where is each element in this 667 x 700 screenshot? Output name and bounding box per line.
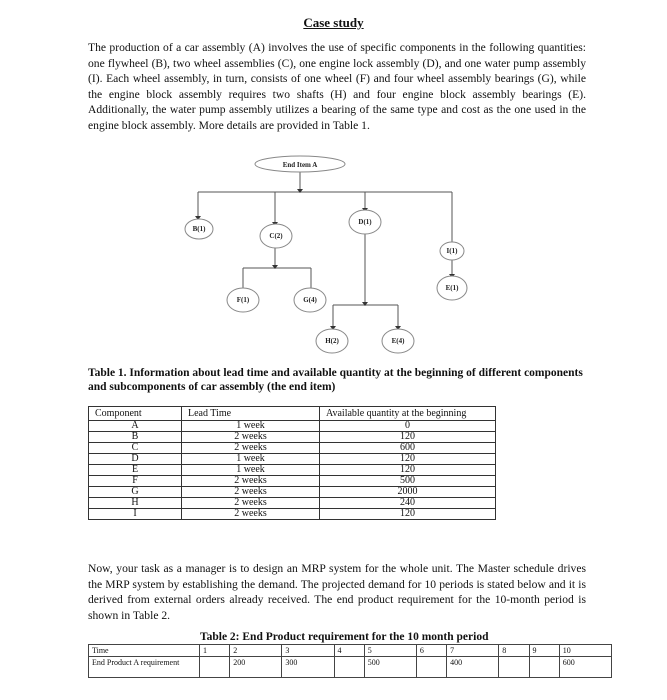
component-cell: E bbox=[89, 465, 182, 476]
label-e4: E(4) bbox=[391, 337, 405, 345]
label-c: C(2) bbox=[269, 232, 283, 240]
lead-time-cell: 1 week bbox=[182, 421, 320, 432]
lead-time-cell: 2 weeks bbox=[182, 443, 320, 454]
period-header: 4 bbox=[334, 645, 364, 657]
period-header: 9 bbox=[529, 645, 559, 657]
requirement-cell bbox=[334, 657, 364, 678]
table2 bbox=[88, 644, 612, 678]
lead-time-cell: 2 weeks bbox=[182, 476, 320, 487]
table2-caption: Table 2: End Product requirement for the 10 month period bbox=[200, 631, 489, 643]
requirement-cell: 500 bbox=[364, 657, 416, 678]
time-label: Time bbox=[89, 645, 200, 657]
table1-header: Component bbox=[89, 407, 182, 421]
component-cell: I bbox=[89, 509, 182, 520]
lead-time-cell: 2 weeks bbox=[182, 487, 320, 498]
table-row bbox=[89, 421, 496, 432]
table1-header: Lead Time bbox=[182, 407, 320, 421]
quantity-cell: 120 bbox=[320, 465, 496, 476]
component-cell: C bbox=[89, 443, 182, 454]
table-row bbox=[89, 509, 496, 520]
table-row bbox=[89, 498, 496, 509]
component-cell: B bbox=[89, 432, 182, 443]
period-header: 7 bbox=[447, 645, 499, 657]
component-cell: G bbox=[89, 487, 182, 498]
period-header: 8 bbox=[499, 645, 529, 657]
table-row bbox=[89, 487, 496, 498]
period-header: 2 bbox=[230, 645, 282, 657]
lead-time-cell: 2 weeks bbox=[182, 498, 320, 509]
lead-time-cell: 2 weeks bbox=[182, 432, 320, 443]
component-cell: F bbox=[89, 476, 182, 487]
label-i: I(1) bbox=[446, 247, 458, 255]
quantity-cell: 120 bbox=[320, 509, 496, 520]
period-header: 6 bbox=[416, 645, 446, 657]
requirement-cell: 300 bbox=[282, 657, 334, 678]
component-cell: H bbox=[89, 498, 182, 509]
requirement-cell: 200 bbox=[230, 657, 282, 678]
table1-caption: Table 1. Information about lead time and available quantity at the beginning of different components and subcomponents of car assembly (the end item) bbox=[88, 367, 583, 393]
label-h: H(2) bbox=[325, 337, 339, 345]
label-e1: E(1) bbox=[445, 284, 459, 292]
lead-time-cell: 1 week bbox=[182, 465, 320, 476]
label-end-item-a: End Item A bbox=[282, 161, 318, 169]
quantity-cell: 120 bbox=[320, 454, 496, 465]
table-row bbox=[89, 454, 496, 465]
table-row bbox=[89, 432, 496, 443]
requirement-cell bbox=[499, 657, 529, 678]
task-paragraph: Now, your task as a manager is to design an MRP system for the whole unit. The Master schedule drives the MRP system by establishing the demand. The projected demand for 10 periods is stated below and it is derived from external orders already received. The end product requirement for the 10-month period is shown in Table 2. bbox=[88, 562, 586, 622]
lead-time-cell: 2 weeks bbox=[182, 509, 320, 520]
quantity-cell: 240 bbox=[320, 498, 496, 509]
row-label: End Product A requirement bbox=[89, 657, 200, 678]
table-row bbox=[89, 476, 496, 487]
period-header: 10 bbox=[559, 645, 611, 657]
component-cell: A bbox=[89, 421, 182, 432]
requirement-cell bbox=[200, 657, 230, 678]
requirement-cell: 400 bbox=[447, 657, 499, 678]
intro-paragraph: The production of a car assembly (A) involves the use of specific components in the following quantities: one flywheel (B), two wheel assemblies (C), one engine lock assembly (D), and one water pump assembly (I). Each wheel assembly, in turn, consists of one wheel (F) and four wheel assembly bearings (G), while the engine block assembly requires two shafts (H) and four engine block assembly bearings (E). Additionally, the water pump assembly utilizes a bearing of the same type and cost as the one used in the engine block assembly. More details are provided in Table 1. bbox=[88, 41, 586, 132]
period-header: 1 bbox=[200, 645, 230, 657]
period-header: 3 bbox=[282, 645, 334, 657]
requirement-cell bbox=[529, 657, 559, 678]
quantity-cell: 2000 bbox=[320, 487, 496, 498]
label-g: G(4) bbox=[303, 296, 317, 304]
quantity-cell: 600 bbox=[320, 443, 496, 454]
quantity-cell: 500 bbox=[320, 476, 496, 487]
table1 bbox=[88, 406, 496, 520]
lead-time-cell: 1 week bbox=[182, 454, 320, 465]
table-row bbox=[89, 465, 496, 476]
label-b: B(1) bbox=[192, 225, 206, 233]
table1-header: Available quantity at the beginning bbox=[320, 407, 496, 421]
quantity-cell: 0 bbox=[320, 421, 496, 432]
period-header: 5 bbox=[364, 645, 416, 657]
component-cell: D bbox=[89, 454, 182, 465]
requirement-cell bbox=[416, 657, 446, 678]
table-row bbox=[89, 443, 496, 454]
label-f: F(1) bbox=[236, 296, 250, 304]
label-d: D(1) bbox=[358, 218, 372, 226]
requirement-cell: 600 bbox=[559, 657, 611, 678]
quantity-cell: 120 bbox=[320, 432, 496, 443]
page-title: Case study bbox=[303, 15, 364, 30]
